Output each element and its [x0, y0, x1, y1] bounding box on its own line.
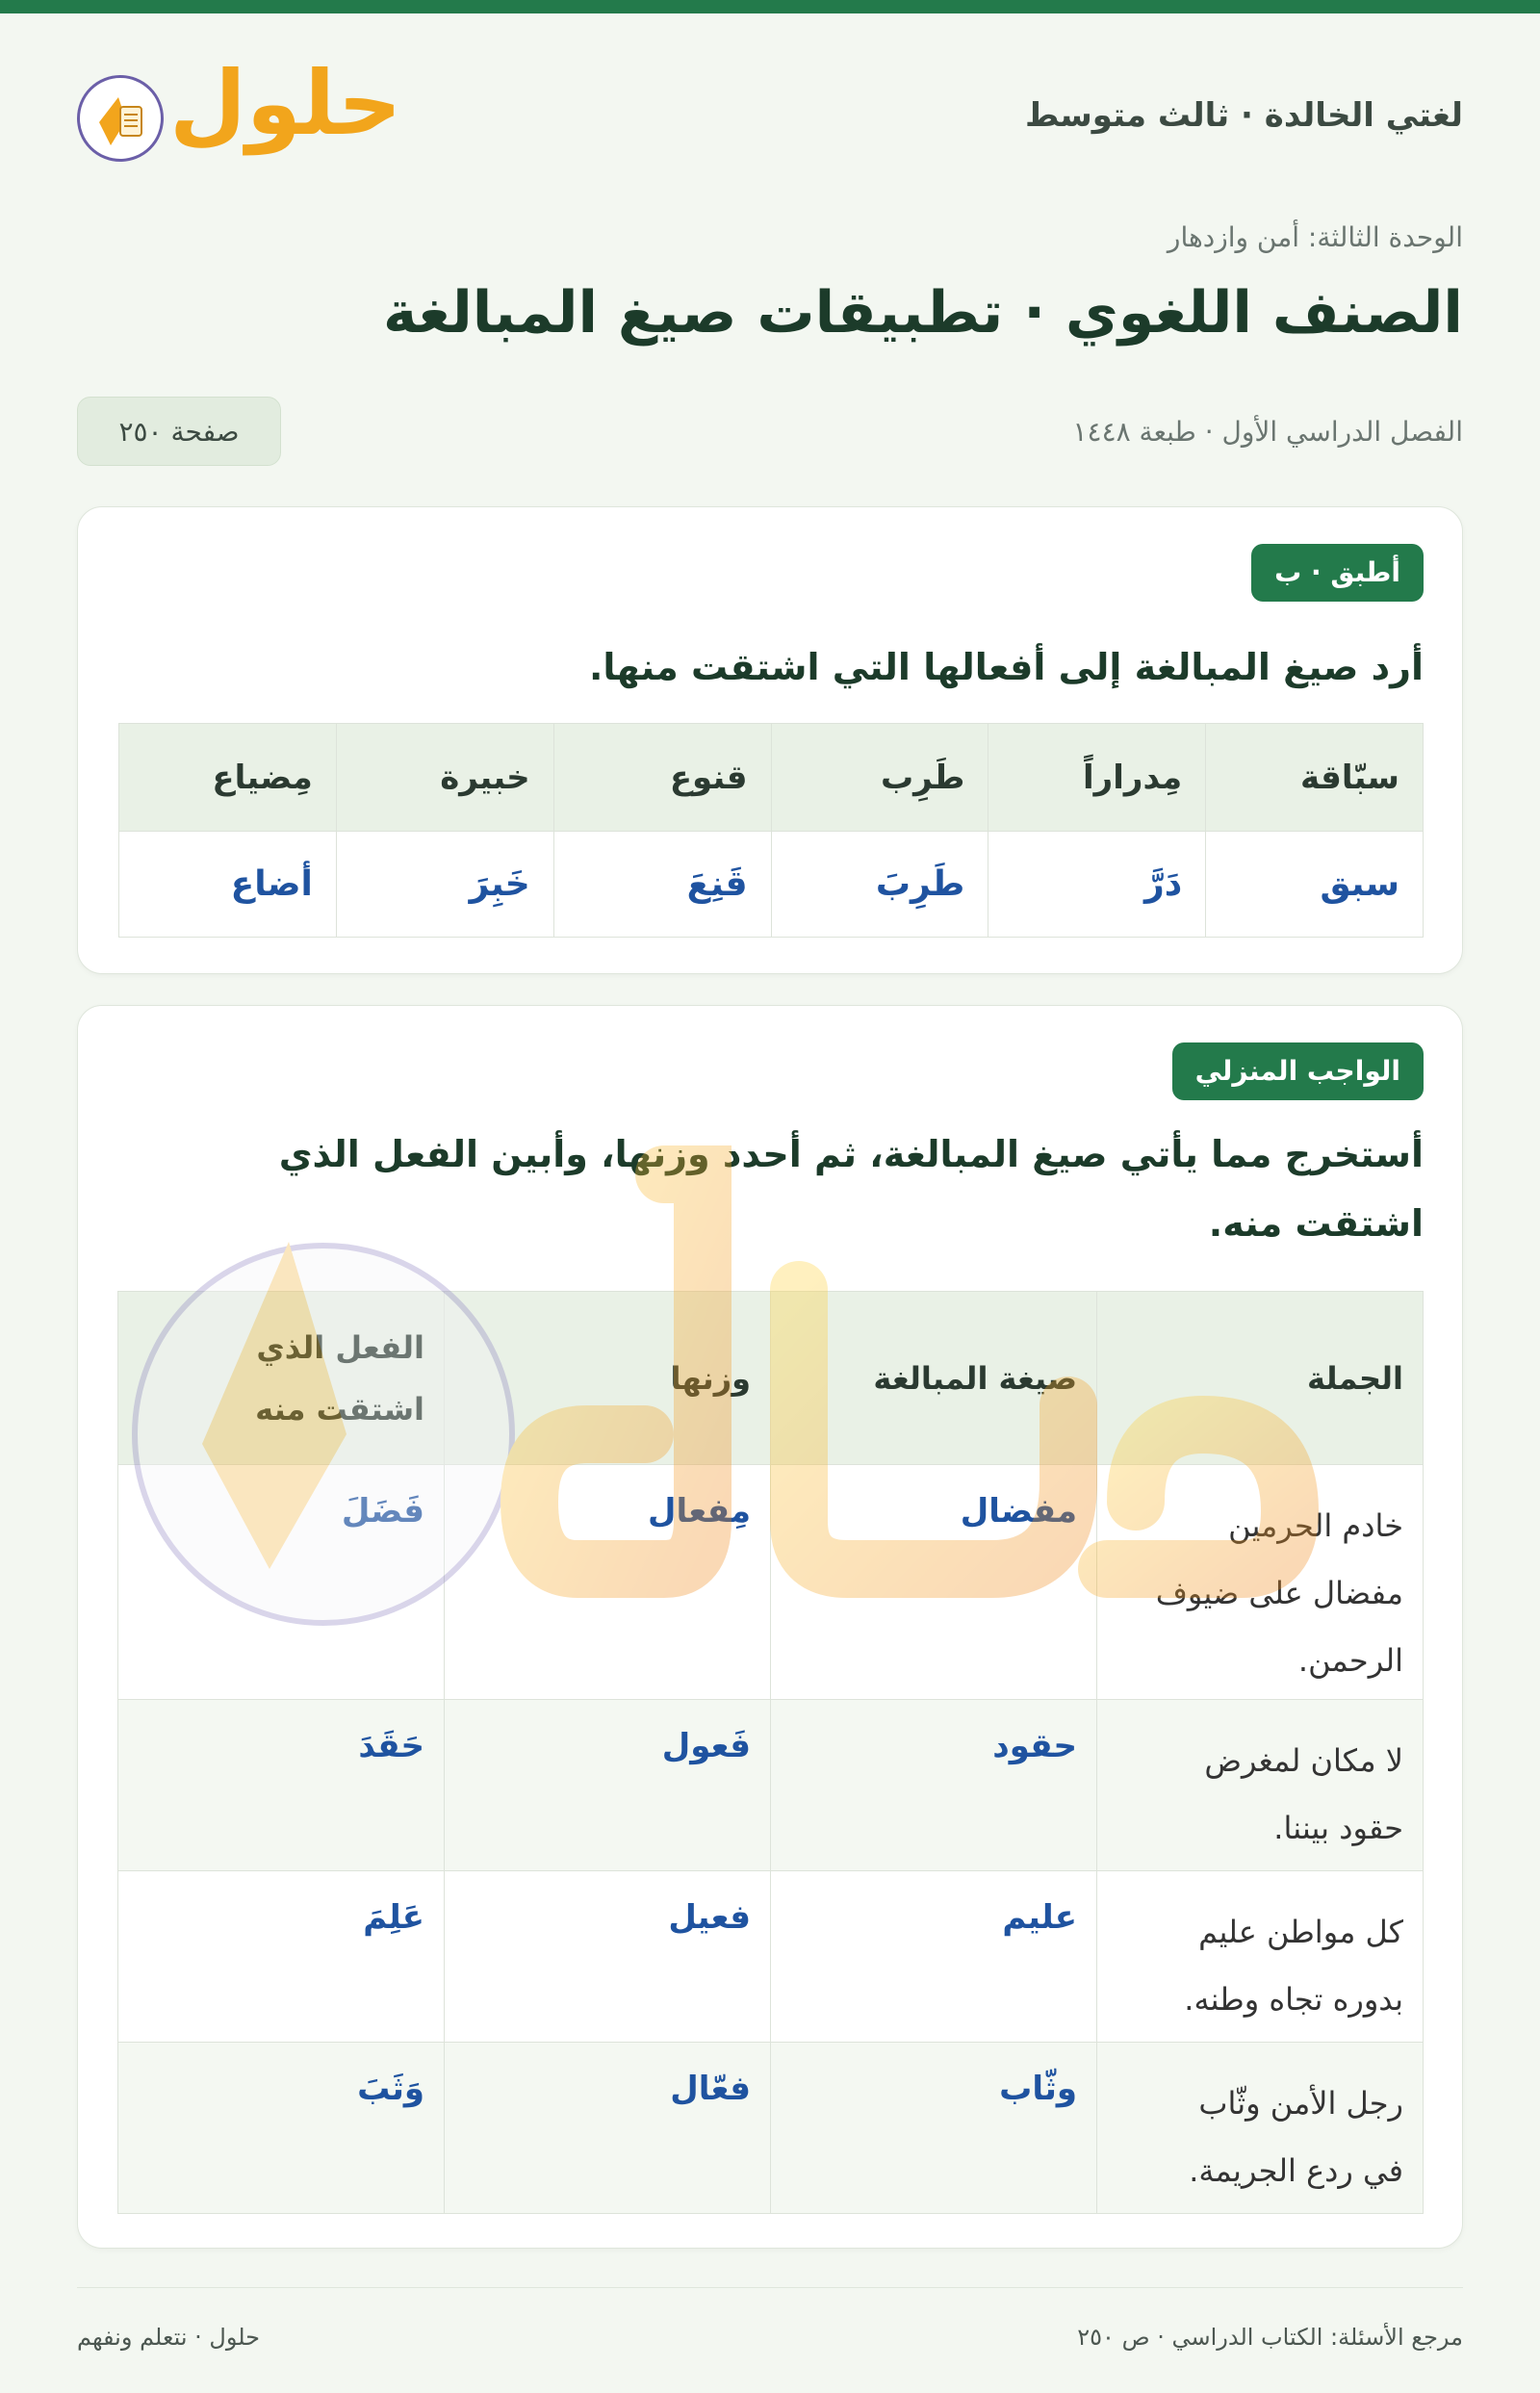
exercise-card	[77, 506, 1463, 974]
weight-cell: فعيل	[445, 1871, 771, 2043]
header-verb-line: الفعل الذي	[256, 1328, 424, 1366]
sentence-cell	[1097, 1700, 1424, 1871]
answer-cell: سبق	[1206, 832, 1424, 938]
page-title: الصنف اللغوي · تطبيقات صيغ المبالغة	[382, 279, 1463, 347]
sentence-line: مفضال على ضيوف	[1155, 1575, 1403, 1611]
answer-cell: طَرِبَ	[771, 832, 988, 938]
homework-question	[230, 1119, 1424, 1258]
weight-cell: فَعول	[445, 1700, 771, 1871]
table-header-cell: خبيرة	[336, 724, 553, 832]
form-cell: وثّاب	[771, 2043, 1097, 2214]
sentence-line: في ردع الجريمة.	[1189, 2152, 1403, 2189]
table-row	[119, 832, 1424, 938]
header-sentence: الجملة	[1097, 1292, 1424, 1465]
table-header-cell: طَرِب	[771, 724, 988, 832]
table-row	[118, 1465, 1424, 1700]
verb-cell: عَلِمَ	[118, 1871, 445, 2043]
form-cell: حقود	[771, 1700, 1097, 1871]
footer-slogan: حلول · نتعلم ونفهم	[77, 2324, 260, 2351]
footer-divider	[77, 2287, 1463, 2288]
table-row	[118, 2043, 1424, 2214]
table-header-row	[118, 1292, 1424, 1465]
header-form: صيغة المبالغة	[771, 1292, 1097, 1465]
footer-reference: مرجع الأسئلة: الكتاب الدراسي · ص ٢٥٠	[1077, 2324, 1463, 2351]
header	[77, 52, 1463, 183]
unit-label: الوحدة الثالثة: أمن وازدهار	[1167, 221, 1463, 253]
exercise-table	[118, 723, 1424, 938]
answer-cell: دَرَّ	[988, 832, 1206, 938]
book-icon	[77, 75, 164, 162]
table-header-cell: مِدراراً	[988, 724, 1206, 832]
header-weight: وزنها	[445, 1292, 771, 1465]
exercise-question: أرد صيغ المبالغة إلى أفعالها التي اشتقت منها.	[588, 646, 1424, 688]
hulul-logo[interactable]	[77, 52, 402, 171]
sentence-line: رجل الأمن وثّاب	[1198, 2085, 1403, 2122]
term-label: الفصل الدراسي الأول · طبعة ١٤٤٨	[1072, 416, 1463, 448]
sentence-cell	[1097, 1871, 1424, 2043]
weight-cell: فعّال	[445, 2043, 771, 2214]
sentence-line: خادم الحرمين	[1228, 1507, 1403, 1544]
answer-cell: قَنِعَ	[553, 832, 771, 938]
page-number-badge: صفحة ٢٥٠	[77, 397, 281, 466]
homework-card	[77, 1005, 1463, 2249]
table-row	[118, 1700, 1424, 1871]
sentence-line: لا مكان لمغرض	[1204, 1742, 1403, 1779]
question-line: اشتقت منه.	[1208, 1202, 1424, 1245]
header-verb-line: اشتقت منه	[255, 1390, 424, 1428]
brand-text: لغتي الخالدة · ثالث متوسط	[1024, 96, 1463, 135]
homework-tag: الواجب المنزلي	[1172, 1042, 1424, 1100]
weight-cell: مِفعال	[445, 1465, 771, 1700]
form-cell: مفضال	[771, 1465, 1097, 1700]
verb-cell: حَقَدَ	[118, 1700, 445, 1871]
form-cell: عليم	[771, 1871, 1097, 2043]
homework-table	[117, 1291, 1424, 2214]
answer-cell: خَبِرَ	[336, 832, 553, 938]
header-verb	[118, 1292, 445, 1465]
sentence-line: الرحمن.	[1297, 1642, 1403, 1679]
sentence-cell	[1097, 2043, 1424, 2214]
verb-cell: فَضَلَ	[118, 1465, 445, 1700]
sentence-cell	[1097, 1465, 1424, 1700]
table-header-cell: قنوع	[553, 724, 771, 832]
sentence-line: بدوره تجاه وطنه.	[1184, 1981, 1403, 2018]
answer-cell: أضاع	[119, 832, 337, 938]
sentence-line: كل مواطن عليم	[1198, 1914, 1403, 1950]
sentence-line: حقود بيننا.	[1273, 1810, 1403, 1846]
top-accent-bar	[0, 0, 1540, 13]
table-header-row	[119, 724, 1424, 832]
verb-cell: وَثَبَ	[118, 2043, 445, 2214]
logo-word: حلول	[169, 52, 402, 155]
exercise-tag: أطبق · ب	[1251, 544, 1424, 602]
table-header-cell: مِضياع	[119, 724, 337, 832]
table-header-cell: سبّاقة	[1206, 724, 1424, 832]
table-row	[118, 1871, 1424, 2043]
question-line: أستخرج مما يأتي صيغ المبالغة، ثم أحدد وزنها، وأبين الفعل الذي	[278, 1133, 1424, 1175]
